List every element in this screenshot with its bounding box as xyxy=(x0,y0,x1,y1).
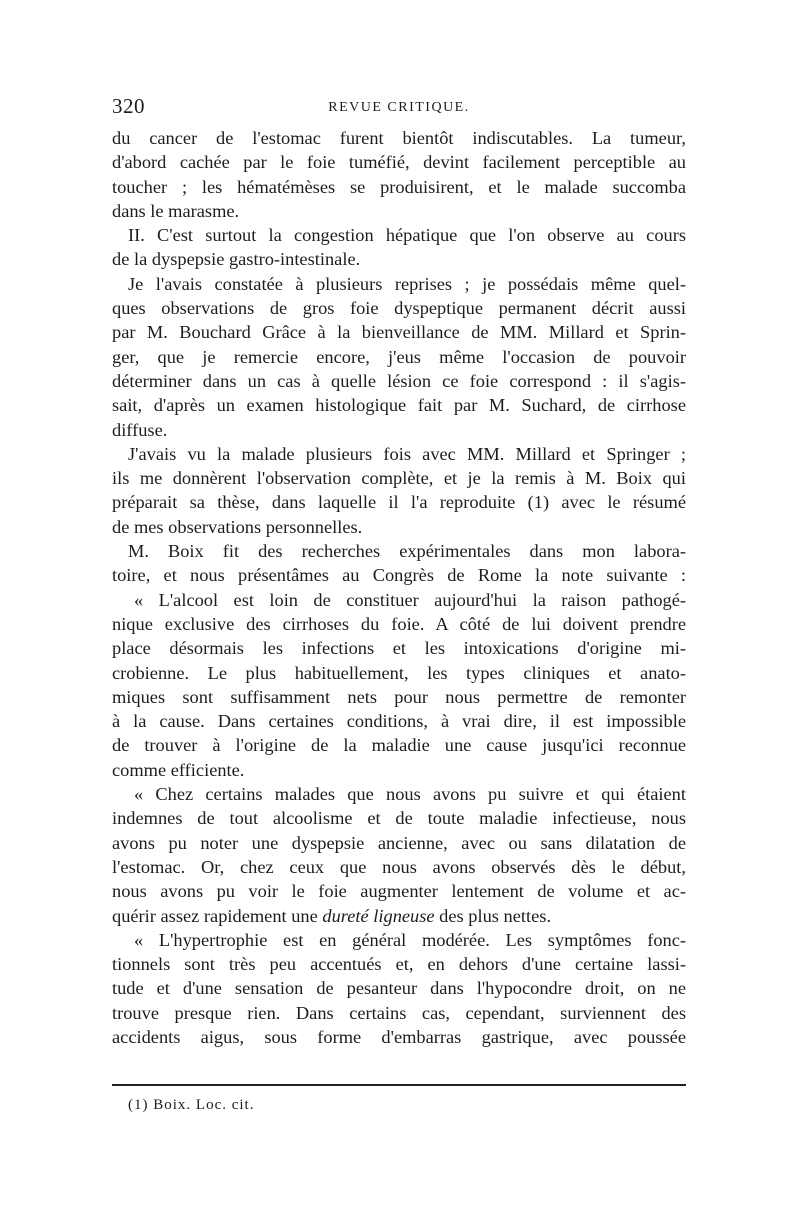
running-head xyxy=(112,92,686,122)
text-line: ils me donnèrent l'observation complète, et je la remis à M. Boix qui xyxy=(112,468,686,489)
text-line: de mes observations personnelles. xyxy=(112,516,363,537)
text-line: sait, d'après un examen histologique fait par M. Suchard, de cirrhose xyxy=(112,395,686,416)
emphasized-phrase: dureté ligneuse xyxy=(322,905,435,926)
running-title: REVUE CRITIQUE. xyxy=(328,100,470,115)
text-line: M. Boix fit des recherches expérimentales dans mon labora- xyxy=(128,541,686,562)
text-line: J'avais vu la malade plusieurs fois avec MM. Millard et Springer ; xyxy=(128,443,686,464)
text-line: « L'hypertrophie est en général modérée. Les symptômes fonc- xyxy=(134,929,686,950)
text-line: dans le marasme. xyxy=(112,200,240,221)
text-segment: quérir assez rapidement une xyxy=(112,905,323,926)
text-line xyxy=(112,904,686,928)
text-line: déterminer dans un cas à quelle lésion ce foie correspond : il s'agis- xyxy=(112,370,686,391)
text-line: tude et d'une sensation de pesanteur dans l'hypocondre droit, on ne xyxy=(112,978,686,999)
text-line: préparait sa thèse, dans laquelle il l'a reproduite (1) avec le résumé xyxy=(112,492,686,513)
text-line: « L'alcool est loin de constituer aujourd'hui la raison pathogé- xyxy=(134,589,686,610)
text-line: diffuse. xyxy=(112,419,168,440)
text-line: à la cause. Dans certaines conditions, à vrai dire, il est impossible xyxy=(112,711,686,732)
body-text xyxy=(112,126,686,1049)
page-number: 320 xyxy=(112,94,145,118)
text-line: II. C'est surtout la congestion hépatique que l'on observe au cours xyxy=(128,225,686,246)
text-line: accidents aigus, sous forme d'embarras gastrique, avec poussée xyxy=(112,1026,686,1047)
text-line: l'estomac. Or, chez ceux que nous avons observés dès le début, xyxy=(112,856,686,877)
text-line: du cancer de l'estomac furent bientôt indiscutables. La tumeur, xyxy=(112,128,686,148)
text-line: nique exclusive des cirrhoses du foie. A côté de lui doivent prendre xyxy=(112,613,686,634)
text-line: par M. Bouchard Grâce à la bienveillance de MM. Millard et Sprin- xyxy=(112,322,686,343)
text-line: place désormais les infections et les intoxications d'origine mi- xyxy=(112,638,686,659)
book-page xyxy=(112,92,686,1113)
text-line: d'abord cachée par le foie tuméfié, devint facilement perceptible au xyxy=(112,152,686,173)
text-line: trouve presque rien. Dans certains cas, cependant, surviennent des xyxy=(112,1002,686,1023)
text-line: toire, et nous présentâmes au Congrès de Rome la note suivante : xyxy=(112,565,686,586)
text-line: toucher ; les hématémèses se produisirent, et le malade succomba xyxy=(112,176,686,197)
text-line: ger, que je remercie encore, j'eus même l'occasion de pouvoir xyxy=(112,346,686,367)
text-line: de trouver à l'origine de la maladie une cause jusqu'ici reconnue xyxy=(112,735,686,756)
text-line: « Chez certains malades que nous avons pu suivre et qui étaient xyxy=(134,784,686,805)
text-line: tionnels sont très peu accentués et, en dehors d'une certaine lassi- xyxy=(112,954,686,975)
text-line: de la dyspepsie gastro-intestinale. xyxy=(112,249,361,270)
text-line: nous avons pu voir le foie augmenter lentement de volume et ac- xyxy=(112,881,686,902)
text-line: indemnes de tout alcoolisme et de toute maladie infectieuse, nous xyxy=(112,808,686,829)
text-segment: des plus nettes. xyxy=(434,905,552,926)
text-line: Je l'avais constatée à plusieurs reprises ; je possédais même quel- xyxy=(128,273,686,294)
footnote: (1) Boix. Loc. cit. xyxy=(128,1097,255,1113)
text-line: comme efficiente. xyxy=(112,759,245,780)
text-line: avons pu noter une dyspepsie ancienne, avec ou sans dilatation de xyxy=(112,832,686,853)
text-line: ques observations de gros foie dyspeptique permanent décrit aussi xyxy=(112,298,686,319)
text-line: crobienne. Le plus habituellement, les types cliniques et anato- xyxy=(112,662,686,683)
footnote-divider xyxy=(112,1084,686,1086)
text-line: miques sont suffisamment nets pour nous permettre de remonter xyxy=(112,686,686,707)
